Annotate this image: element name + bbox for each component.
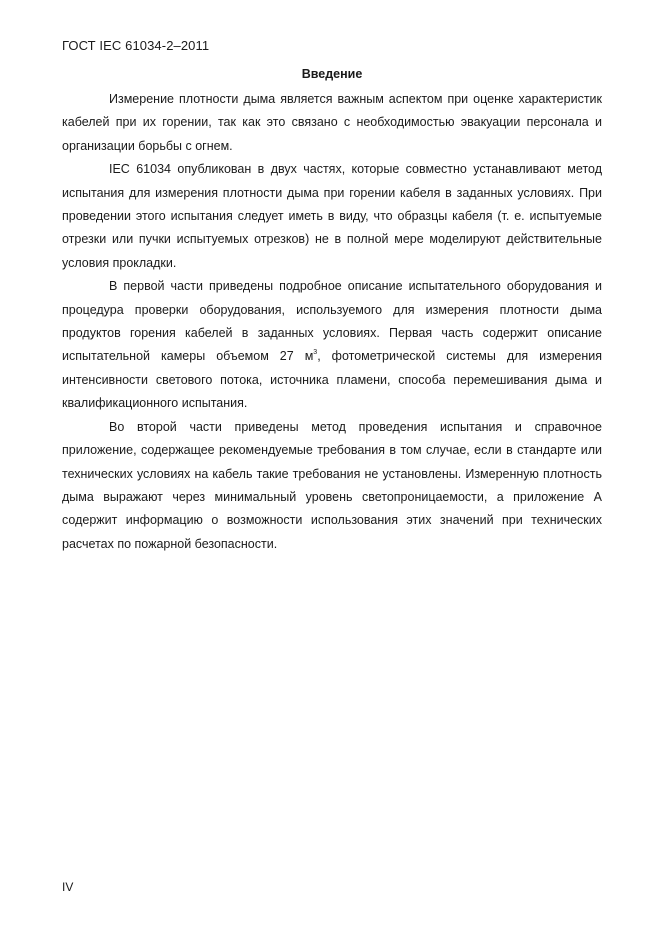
paragraph-4: Во второй части приведены метод проведения испытания и справочное приложение, содержащее рекомендуемые требования в том случае, если в стандарте или технических условиях на кабель такие требования не установлены. Измеренную плотность дыма выражают через минимальный уровень светопроницаемости, а приложение А содержит информацию о возможности использования этих значений при технических расчетах по пожарной безопасности. bbox=[62, 419, 602, 551]
paragraph-2: IEC 61034 опубликован в двух частях, которые совместно устанавливают метод испытания для измерения плотности дыма при горении кабеля в заданных условиях. При проведении этого испытания следует иметь в виду, что образцы кабеля (т. е. испытуемые отрезки или пучки испытуемых отрезков) не в полной мере моделируют действительные условия прокладки. bbox=[62, 162, 602, 270]
paragraph-3-text-start: В первой части приведены подробное описание испытательного оборудования и процедура проверки оборудования, используемого для измерения плотности дыма продуктов горения кабелей в заданных условиях. Первая часть содержит описание испытательной камеры объемом 27 м bbox=[62, 279, 602, 364]
paragraph-3 bbox=[62, 275, 602, 415]
body-text bbox=[62, 88, 602, 556]
paragraph-3-text-end: , фотометрической системы для измерения интенсивности светового потока, источника пламени, способа перемешивания дыма и квалификационного испытания. bbox=[62, 349, 602, 411]
document-header-id: ГОСТ IEC 61034-2–2011 bbox=[62, 38, 210, 53]
cubic-superscript: 3 bbox=[313, 349, 318, 357]
paragraph-1: Измерение плотности дыма является важным аспектом при оценке характеристик кабелей при их горении, так как это связано с необходимостью эвакуации персонала и организации борьбы с огнем. bbox=[62, 92, 602, 153]
section-title: Введение bbox=[301, 67, 363, 81]
page-number: IV bbox=[62, 880, 74, 894]
